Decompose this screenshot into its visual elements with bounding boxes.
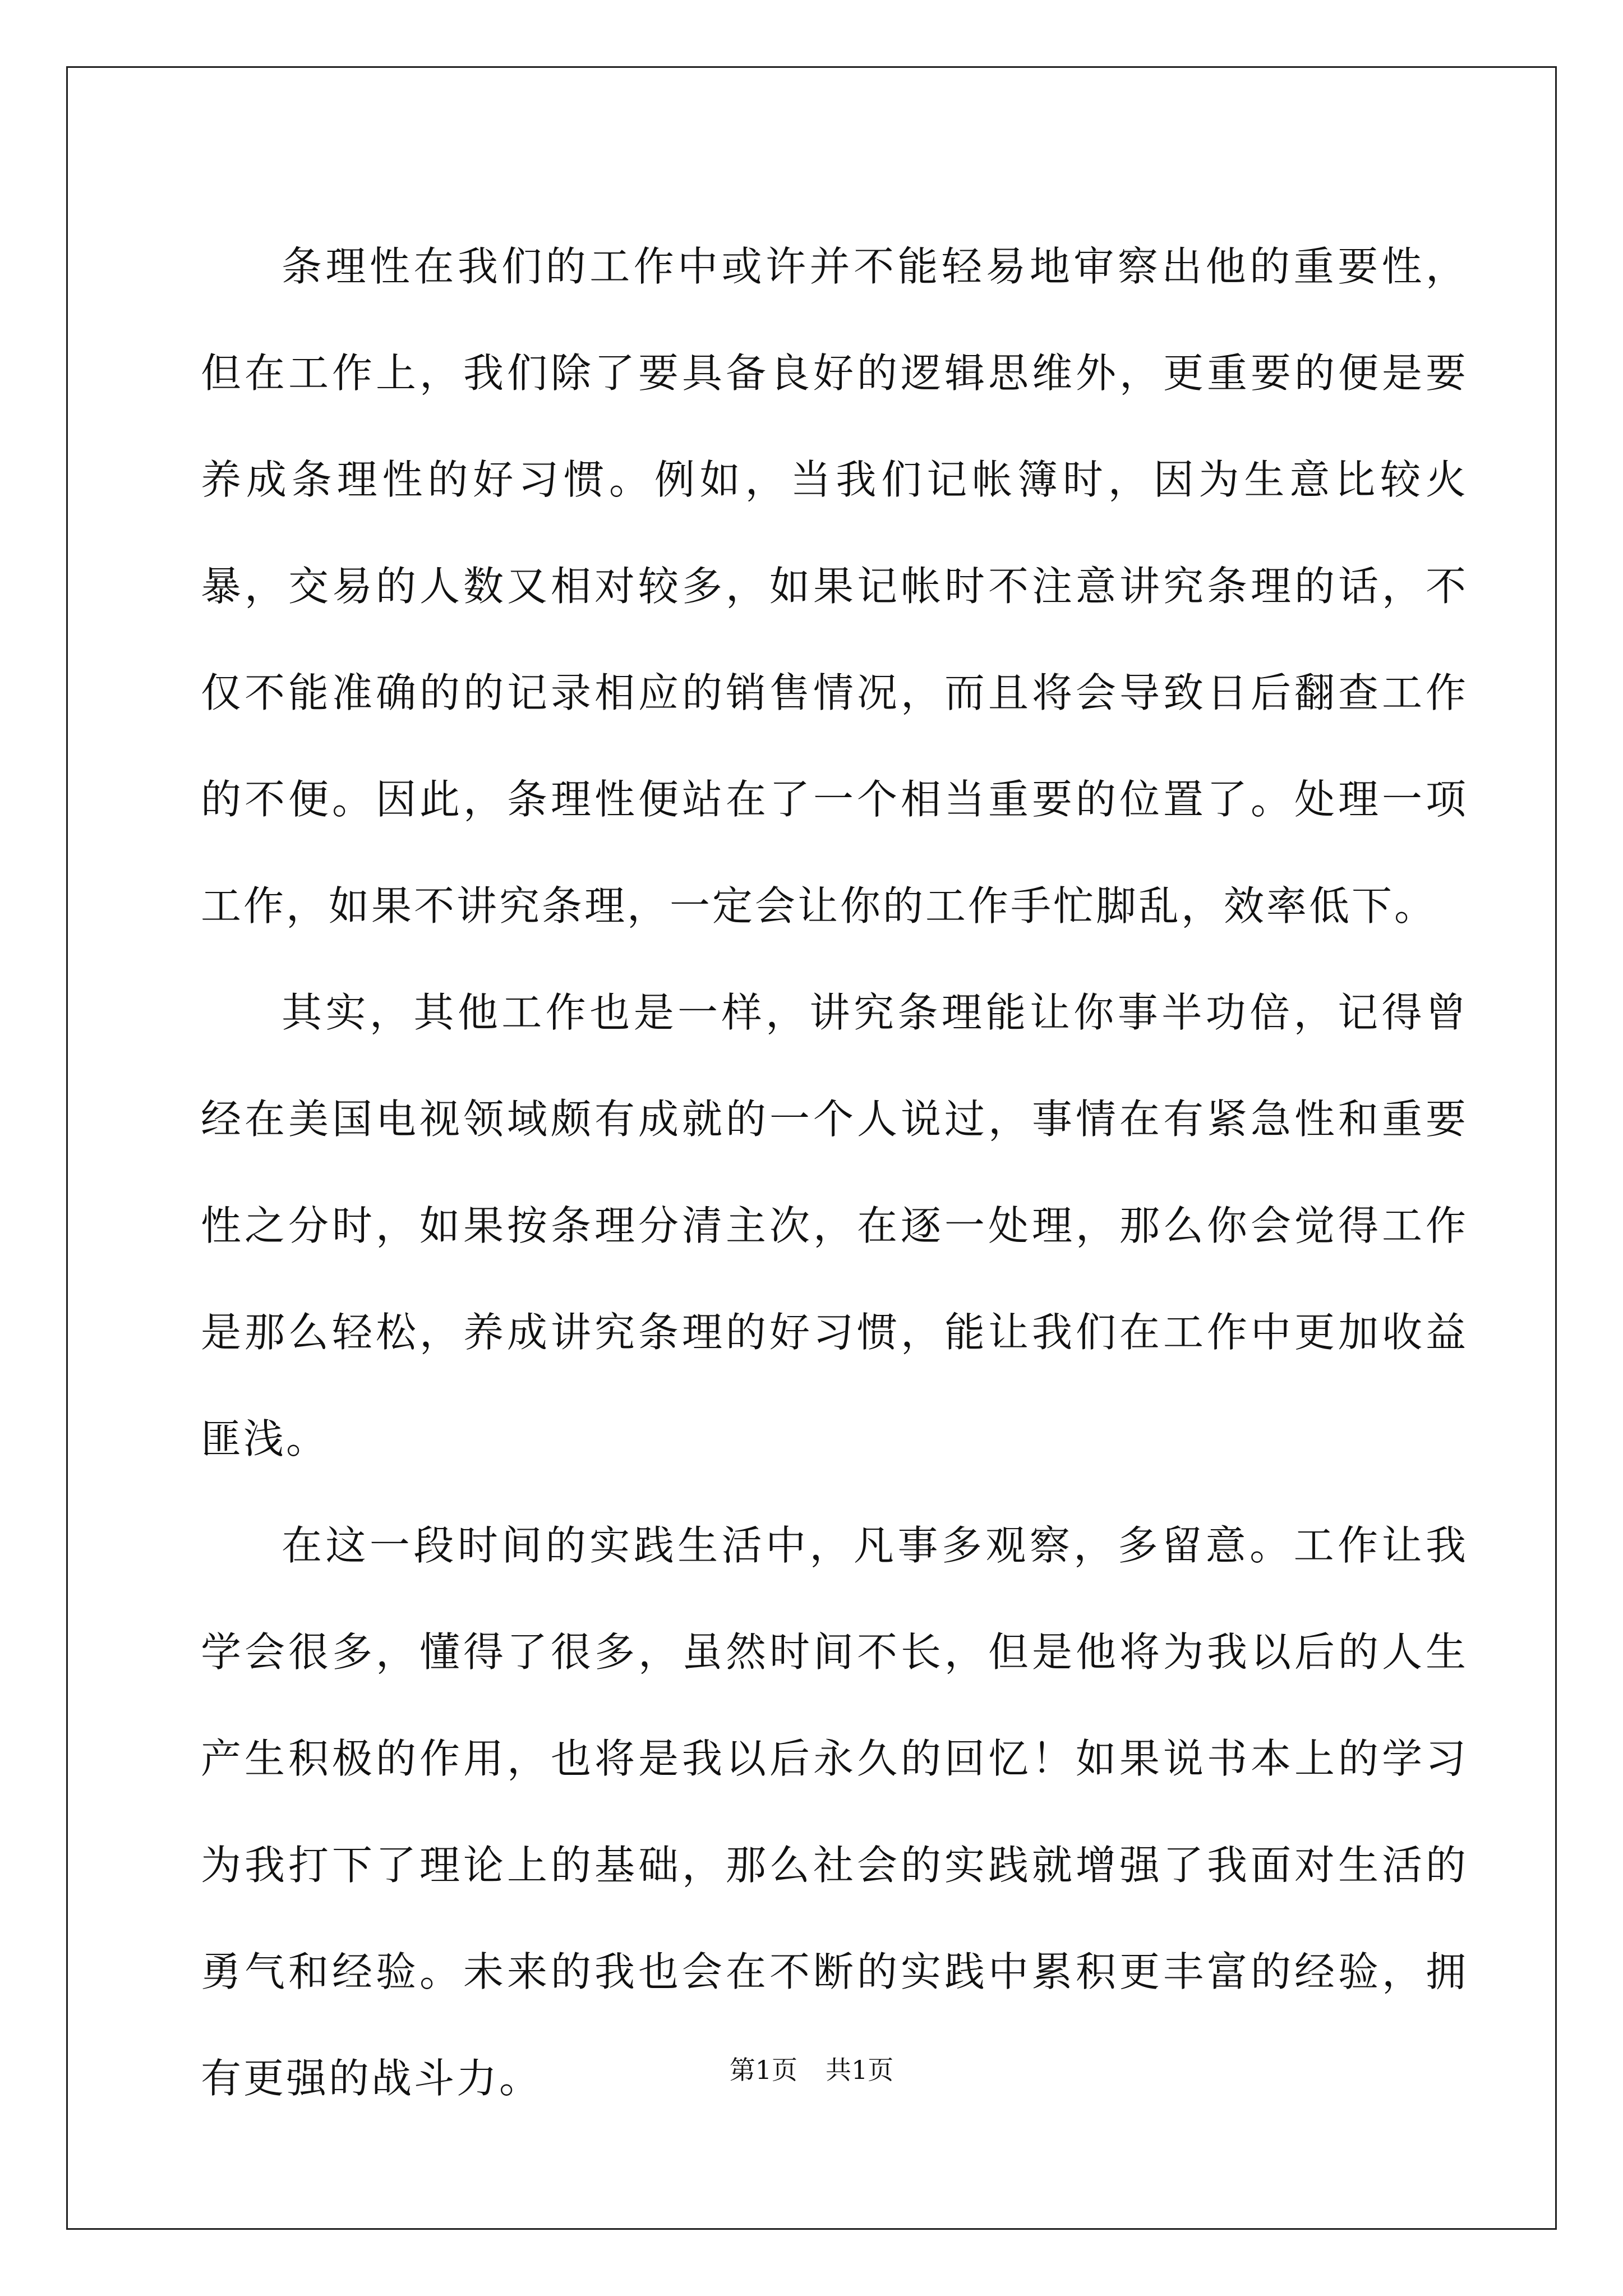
page-footer bbox=[0, 2053, 1623, 2087]
page-total: 共1页 bbox=[826, 2055, 894, 2085]
document-body bbox=[201, 213, 1468, 2132]
page-number: 第1页 bbox=[729, 2055, 797, 2085]
paragraph-2: 其实，其他工作也是一样，讲究条理能让你事半功倍，记得曾经在美国电视领域颇有成就的一个人说过，事情在有紧急性和重要性之分时，如果按条理分清主次，在逐一处理，那么你会觉得工作是那么轻松，养成讲究条理的好习惯，能让我们在工作中更加收益匪浅。 bbox=[201, 989, 1468, 1462]
paragraph-3: 在这一段时间的实践生活中，凡事多观察，多留意。工作让我学会很多，懂得了很多，虽然时间不长，但是他将为我以后的人生产生积极的作用，也将是我以后永久的回忆！如果说书本上的学习为我打下了理论上的基础，那么社会的实践就增强了我面对生活的勇气和经验。未来的我也会在不断的实践中累积更丰富的经验，拥有更强的战斗力。 bbox=[201, 1522, 1468, 2102]
paragraph-1: 条理性在我们的工作中或许并不能轻易地审察出他的重要性，但在工作上，我们除了要具备良好的逻辑思维外，更重要的便是要养成条理性的好习惯。例如，当我们记帐簿时，因为生意比较火暴，交易的人数又相对较多，如果记帐时不注意讲究条理的话，不仅不能准确的的记录相应的销售情况，而且将会导致日后翻查工作的不便。因此，条理性便站在了一个相当重要的位置了。处理一项工作，如果不讲究条理，一定会让你的工作手忙脚乱，效率低下。 bbox=[201, 243, 1468, 930]
